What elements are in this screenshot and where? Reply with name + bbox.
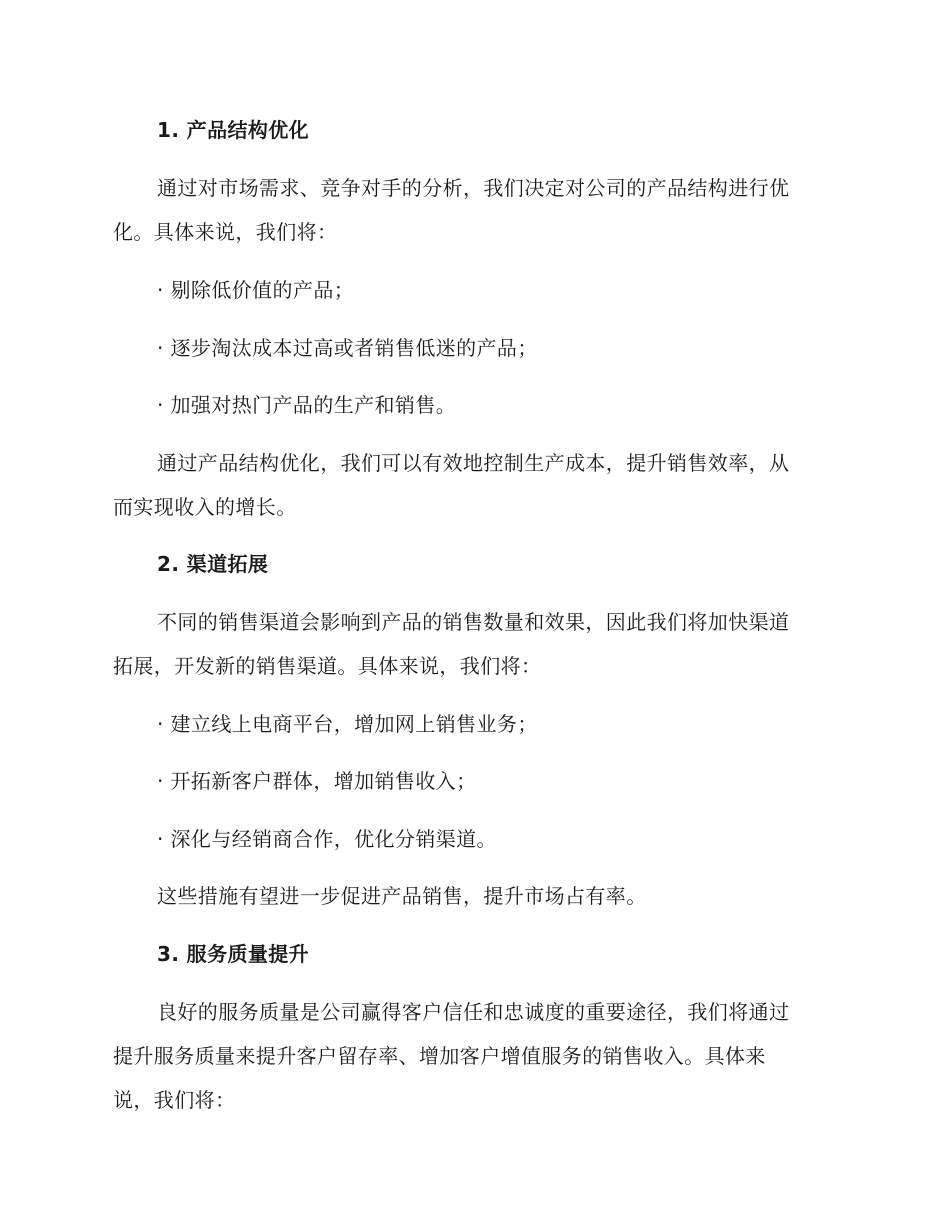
bullet-item: · 建立线上电商平台，增加网上销售业务； [157, 712, 538, 736]
bullet-item: · 加强对热门产品的生产和销售。 [157, 393, 457, 417]
paragraph-line: 而实现收入的增长。 [113, 495, 297, 519]
bullet-item: · 深化与经销商合作，优化分销渠道。 [157, 827, 497, 851]
paragraph-line: 通过对市场需求、竞争对手的分析，我们决定对公司的产品结构进行优 [157, 176, 790, 200]
paragraph-line: 通过产品结构优化，我们可以有效地控制生产成本，提升销售效率，从 [157, 451, 790, 475]
paragraph-line: 化。具体来说，我们将： [113, 220, 338, 244]
bullet-item: · 逐步淘汰成本过高或者销售低迷的产品； [157, 336, 538, 360]
paragraph-line: 说，我们将： [113, 1088, 236, 1112]
bullet-item: · 剔除低价值的产品； [157, 278, 355, 302]
paragraph-line: 良好的服务质量是公司赢得客户信任和忠诚度的重要途径，我们将通过 [157, 1000, 790, 1024]
section-heading: 1. 产品结构优化 [157, 118, 310, 142]
paragraph-line: 拓展，开发新的销售渠道。具体来说，我们将： [113, 654, 542, 678]
bullet-item: · 开拓新客户群体，增加销售收入； [157, 769, 477, 793]
section-heading: 3. 服务质量提升 [157, 942, 310, 966]
paragraph-line: 不同的销售渠道会影响到产品的销售数量和效果，因此我们将加快渠道 [157, 610, 790, 634]
paragraph-line: 提升服务质量来提升客户留存率、增加客户增值服务的销售收入。具体来 [113, 1044, 766, 1068]
section-heading: 2. 渠道拓展 [157, 552, 269, 576]
paragraph-line: 这些措施有望进一步促进产品销售，提升市场占有率。 [157, 884, 647, 908]
